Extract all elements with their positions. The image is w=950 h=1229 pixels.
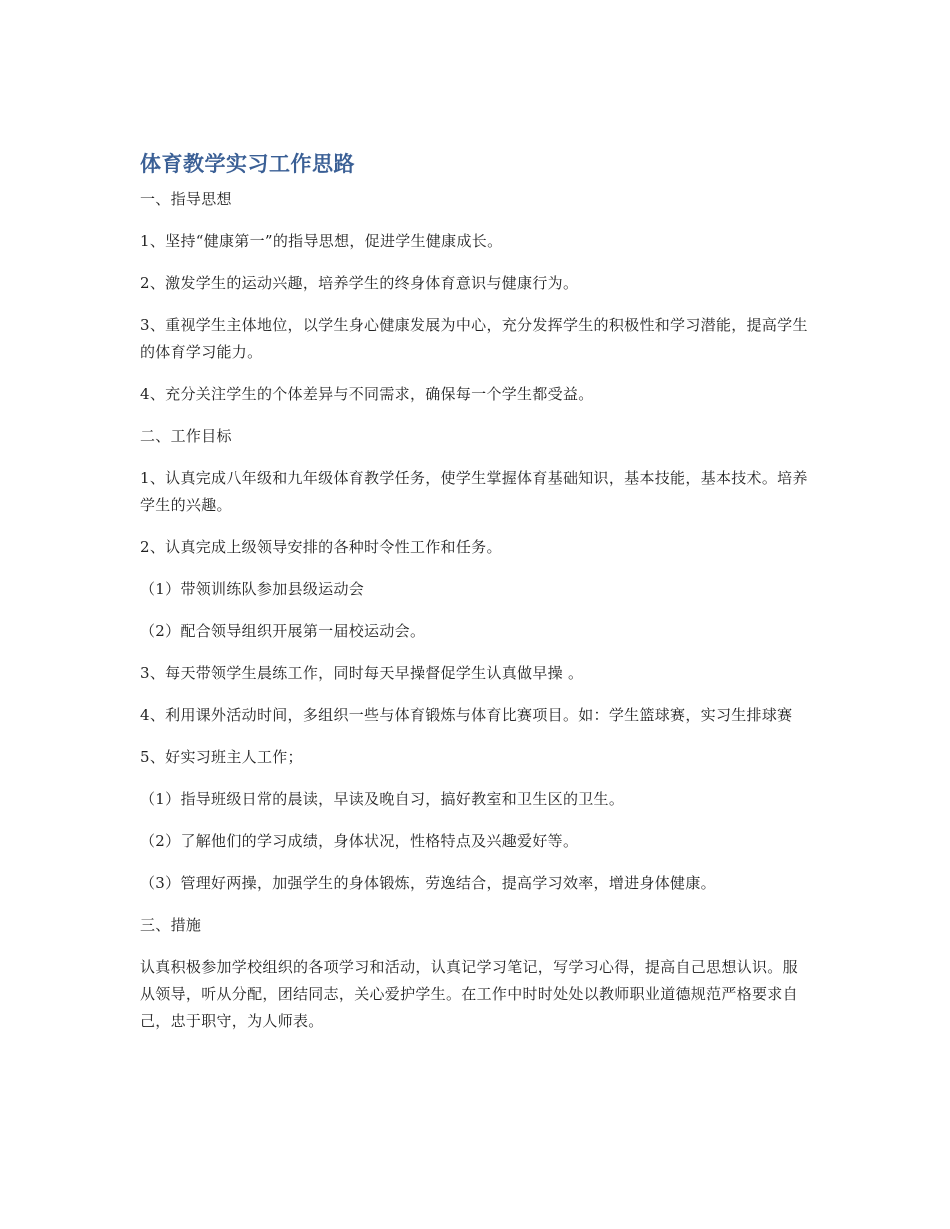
document-page xyxy=(140,148,812,1050)
paragraph: 1、坚持“健康第一”的指导思想，促进学生健康成长。 xyxy=(140,232,503,250)
paragraph: 4、利用课外活动时间，多组织一些与体育锻炼与体育比赛项目。如：学生篮球赛，实习生排球赛 xyxy=(140,706,793,724)
paragraph: （3）管理好两操，加强学生的身体锻炼，劳逸结合，提高学习效率，增进身体健康。 xyxy=(140,874,716,892)
paragraph: 2、激发学生的运动兴趣，培养学生的终身体育意识与健康行为。 xyxy=(140,274,579,292)
paragraph: （1）指导班级日常的晨读，早读及晚自习，搞好教室和卫生区的卫生。 xyxy=(140,790,625,808)
paragraph: 3、每天带领学生晨练工作，同时每天早操督促学生认真做早操 。 xyxy=(140,664,584,682)
paragraph: 2、认真完成上级领导安排的各种时令性工作和任务。 xyxy=(140,538,502,556)
section-heading-work-goals: 二、工作目标 xyxy=(140,427,232,445)
paragraph: 1、认真完成八年级和九年级体育教学任务，使学生掌握体育基础知识，基本技能，基本技术。培养学生的兴趣。 xyxy=(140,469,808,514)
paragraph: 认真积极参加学校组织的各项学习和活动，认真记学习笔记，写学习心得，提高自己思想认识。服从领导，听从分配，团结同志，关心爱护学生。在工作中时时处处以教师职业道德规范严格要求自己，忠于职守，为人师表。 xyxy=(140,958,798,1030)
paragraph: （2）了解他们的学习成绩，身体状况，性格特点及兴趣爱好等。 xyxy=(140,832,579,850)
paragraph: 4、充分关注学生的个体差异与不同需求，确保每一个学生都受益。 xyxy=(140,385,594,403)
document-title: 体育教学实习工作思路 xyxy=(140,152,355,176)
paragraph: （2）配合领导组织开展第一届校运动会。 xyxy=(140,622,426,640)
section-heading-guiding-ideology: 一、指导思想 xyxy=(140,190,232,208)
paragraph: （1）带领训练队参加县级运动会 xyxy=(140,580,365,598)
section-heading-measures: 三、措施 xyxy=(140,916,202,934)
paragraph: 5、好实习班主人工作； xyxy=(140,748,303,766)
paragraph: 3、重视学生主体地位，以学生身心健康发展为中心，充分发挥学生的积极性和学习潜能，提高学生的体育学习能力。 xyxy=(140,316,808,361)
